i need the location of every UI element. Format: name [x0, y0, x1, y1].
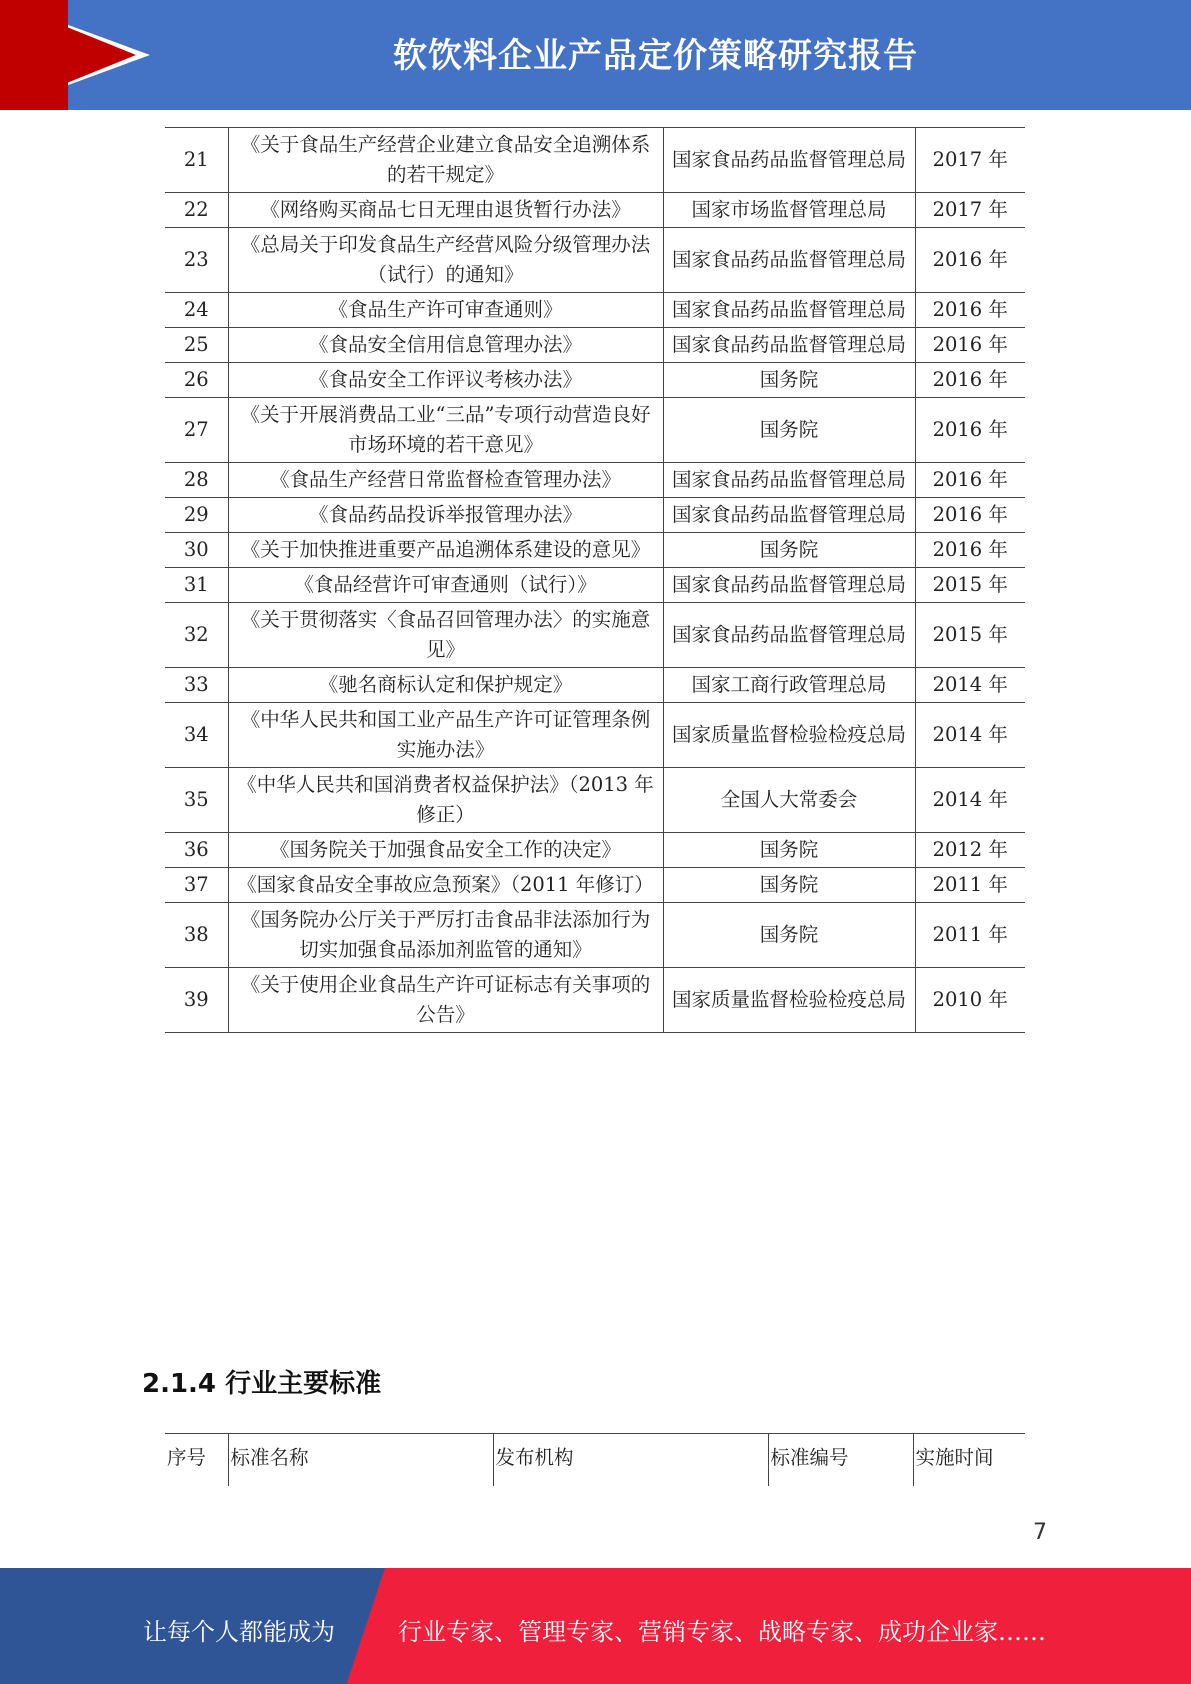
footer-slogan-left: 让每个人都能成为	[143, 1618, 335, 1646]
cell-year: 2015 年	[915, 568, 1025, 603]
cell-number: 30	[165, 533, 228, 568]
cell-agency: 国家食品药品监督管理总局	[663, 328, 915, 363]
cell-year: 2016 年	[915, 463, 1025, 498]
cell-year: 2016 年	[915, 363, 1025, 398]
cell-regulation-name: 《关于开展消费品工业“三品”专项行动营造良好市场环境的若干意见》	[228, 398, 663, 463]
cell-agency: 国家食品药品监督管理总局	[663, 603, 915, 668]
cell-number: 26	[165, 363, 228, 398]
cell-year: 2016 年	[915, 293, 1025, 328]
standards-table	[165, 1433, 1025, 1486]
cell-agency: 国务院	[663, 533, 915, 568]
cell-regulation-name: 《关于加快推进重要产品追溯体系建设的意见》	[228, 533, 663, 568]
cell-regulation-name: 《食品安全工作评议考核办法》	[228, 363, 663, 398]
table-row	[165, 128, 1025, 193]
cell-year: 2016 年	[915, 498, 1025, 533]
cell-agency: 全国人大常委会	[663, 768, 915, 833]
cell-agency: 国家食品药品监督管理总局	[663, 463, 915, 498]
cell-regulation-name: 《驰名商标认定和保护规定》	[228, 668, 663, 703]
cell-regulation-name: 《关于贯彻落实〈食品召回管理办法〉的实施意见》	[228, 603, 663, 668]
cell-year: 2016 年	[915, 533, 1025, 568]
cell-number: 36	[165, 833, 228, 868]
cell-agency: 国务院	[663, 398, 915, 463]
cell-year: 2011 年	[915, 903, 1025, 968]
cell-agency: 国家工商行政管理总局	[663, 668, 915, 703]
cell-year: 2012 年	[915, 833, 1025, 868]
cell-agency: 国家食品药品监督管理总局	[663, 568, 915, 603]
page-header	[0, 0, 1191, 110]
table-row	[165, 603, 1025, 668]
table-row	[165, 703, 1025, 768]
table-row	[165, 193, 1025, 228]
cell-regulation-name: 《国务院关于加强食品安全工作的决定》	[228, 833, 663, 868]
cell-year: 2016 年	[915, 228, 1025, 293]
cell-number: 27	[165, 398, 228, 463]
cell-regulation-name: 《关于食品生产经营企业建立食品安全追溯体系的若干规定》	[228, 128, 663, 193]
table-row	[165, 668, 1025, 703]
cell-year: 2017 年	[915, 128, 1025, 193]
table-row	[165, 228, 1025, 293]
cell-year: 2017 年	[915, 193, 1025, 228]
cell-regulation-name: 《国家食品安全事故应急预案》（2011 年修订）	[228, 868, 663, 903]
cell-year: 2014 年	[915, 668, 1025, 703]
cell-agency: 国务院	[663, 363, 915, 398]
table-row	[165, 868, 1025, 903]
table-row	[165, 293, 1025, 328]
cell-agency: 国家食品药品监督管理总局	[663, 228, 915, 293]
cell-year: 2016 年	[915, 328, 1025, 363]
regulations-table	[165, 127, 1025, 1033]
cell-regulation-name: 《中华人民共和国工业产品生产许可证管理条例实施办法》	[228, 703, 663, 768]
cell-regulation-name: 《食品生产经营日常监督检查管理办法》	[228, 463, 663, 498]
cell-agency: 国家食品药品监督管理总局	[663, 498, 915, 533]
cell-year: 2014 年	[915, 703, 1025, 768]
table-row	[165, 398, 1025, 463]
cell-regulation-name: 《食品药品投诉举报管理办法》	[228, 498, 663, 533]
table-row	[165, 328, 1025, 363]
cell-regulation-name: 《食品经营许可审查通则（试行）》	[228, 568, 663, 603]
cell-agency: 国家食品药品监督管理总局	[663, 293, 915, 328]
cell-year: 2014 年	[915, 768, 1025, 833]
cell-regulation-name: 《网络购买商品七日无理由退货暂行办法》	[228, 193, 663, 228]
table-row	[165, 568, 1025, 603]
cell-number: 25	[165, 328, 228, 363]
cell-number: 33	[165, 668, 228, 703]
cell-number: 39	[165, 968, 228, 1033]
cell-agency: 国务院	[663, 903, 915, 968]
cell-agency: 国务院	[663, 833, 915, 868]
cell-number: 32	[165, 603, 228, 668]
cell-number: 21	[165, 128, 228, 193]
cell-number: 37	[165, 868, 228, 903]
cell-number: 29	[165, 498, 228, 533]
table-row	[165, 903, 1025, 968]
footer-slogan-right: 行业专家、管理专家、营销专家、战略专家、成功企业家……	[398, 1618, 1046, 1646]
header-cell-date: 实施时间	[913, 1434, 1025, 1487]
table-row	[165, 498, 1025, 533]
header-cell-name: 标准名称	[228, 1434, 493, 1487]
header-cell-agency: 发布机构	[493, 1434, 768, 1487]
table-row	[165, 968, 1025, 1033]
cell-number: 34	[165, 703, 228, 768]
cell-number: 23	[165, 228, 228, 293]
header-cell-no: 序号	[165, 1434, 228, 1487]
cell-year: 2010 年	[915, 968, 1025, 1033]
cell-number: 28	[165, 463, 228, 498]
page-footer	[0, 1568, 1191, 1684]
table-row	[165, 363, 1025, 398]
table-row	[165, 768, 1025, 833]
cell-number: 24	[165, 293, 228, 328]
cell-number: 22	[165, 193, 228, 228]
cell-regulation-name: 《总局关于印发食品生产经营风险分级管理办法（试行）的通知》	[228, 228, 663, 293]
report-title: 软饮料企业产品定价策略研究报告	[393, 36, 918, 76]
cell-agency: 国家质量监督检验检疫总局	[663, 703, 915, 768]
cell-agency: 国务院	[663, 868, 915, 903]
cell-agency: 国家食品药品监督管理总局	[663, 128, 915, 193]
cell-agency: 国家质量监督检验检疫总局	[663, 968, 915, 1033]
cell-agency: 国家市场监督管理总局	[663, 193, 915, 228]
cell-regulation-name: 《中华人民共和国消费者权益保护法》（2013 年修正）	[228, 768, 663, 833]
cell-regulation-name: 《关于使用企业食品生产许可证标志有关事项的公告》	[228, 968, 663, 1033]
cell-regulation-name: 《食品生产许可审查通则》	[228, 293, 663, 328]
cell-number: 31	[165, 568, 228, 603]
cell-regulation-name: 《国务院办公厅关于严厉打击食品非法添加行为切实加强食品添加剂监管的通知》	[228, 903, 663, 968]
table-row	[165, 463, 1025, 498]
section-heading: 2.1.4 行业主要标准	[142, 1369, 382, 1399]
cell-year: 2011 年	[915, 868, 1025, 903]
header-cell-code: 标准编号	[768, 1434, 913, 1487]
cell-year: 2016 年	[915, 398, 1025, 463]
table-row	[165, 533, 1025, 568]
standards-header-row	[165, 1434, 1025, 1487]
cell-number: 35	[165, 768, 228, 833]
table-row	[165, 833, 1025, 868]
page-number: 7	[1033, 1520, 1047, 1545]
cell-year: 2015 年	[915, 603, 1025, 668]
cell-regulation-name: 《食品安全信用信息管理办法》	[228, 328, 663, 363]
cell-number: 38	[165, 903, 228, 968]
